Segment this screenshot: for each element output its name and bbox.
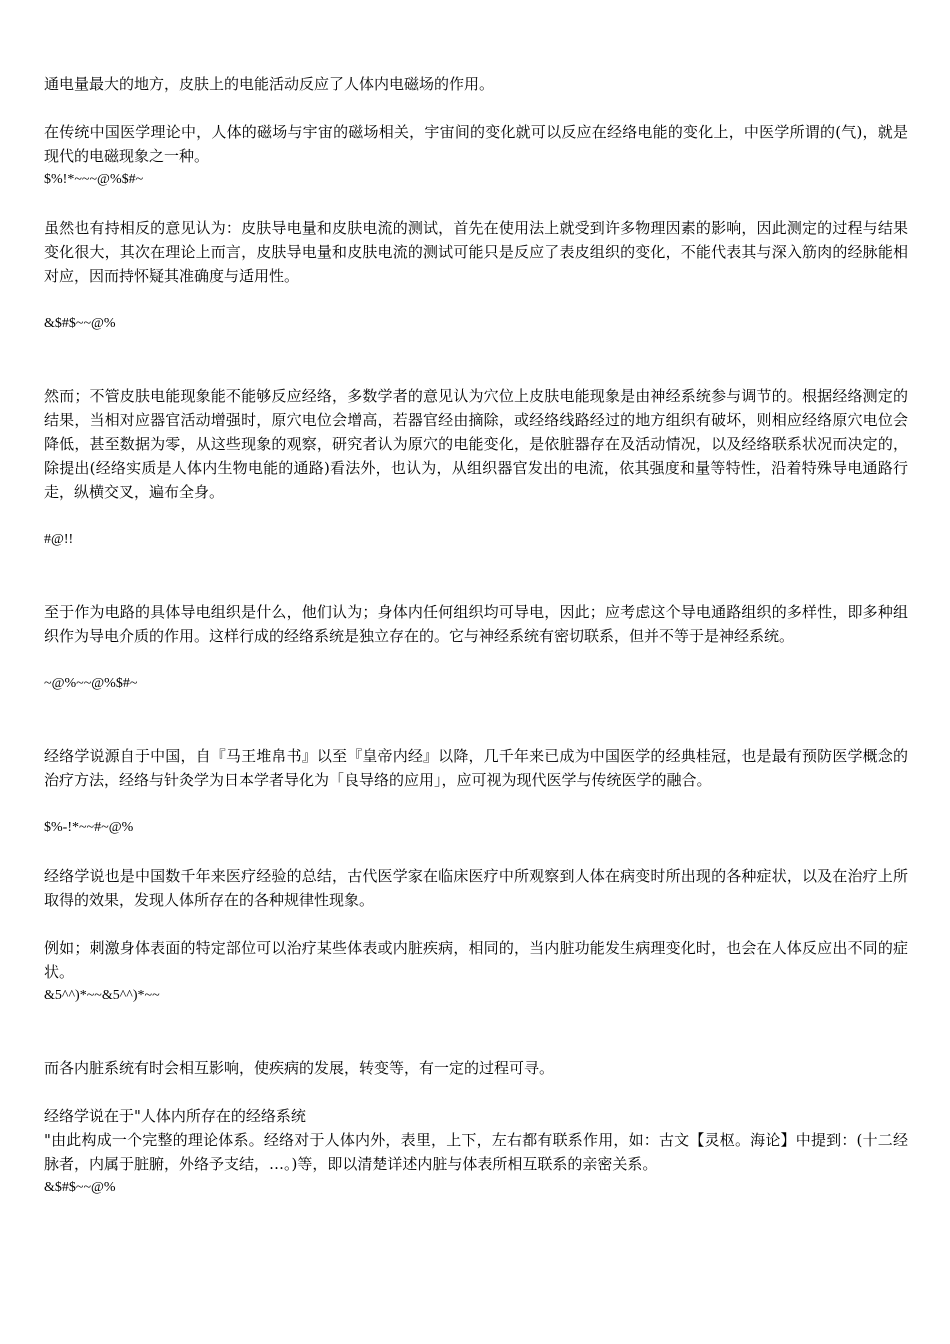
paragraph-conductive-tissue: 至于作为电路的具体导电组织是什么，他们认为；身体内任何组织均可导电，因此；应考虑这个导电通路组织的多样性，即多种组织作为导电介质的作用。这样行成的经络系统是独立存在的。它与神经系统有密切联系，但并不等于是神经系统。 bbox=[44, 603, 908, 645]
symbol-marker: $%!*~~~@%$#~ bbox=[44, 172, 144, 187]
spacer bbox=[44, 648, 908, 672]
symbol-marker: $%-!*~~#~@% bbox=[44, 820, 134, 835]
paragraph-opposing-view: 虽然也有持相反的意见认为：皮肤导电量和皮肤电流的测试，首先在使用法上就受到许多物理因素的影响，因此测定的过程与结果变化很大，其次在理论上而言，皮肤导电量和皮肤电流的测试可能只是反应了表皮组织的变化，不能代表其与深入筋肉的经脉能相对应，因而持怀疑其准确度与适用性。 bbox=[44, 219, 908, 285]
symbol-marker: #@!! bbox=[44, 532, 74, 547]
paragraph-meridian-system: "由此构成一个完整的理论体系。经络对于人体内外，表里，上下，左右都有联系作用，如：古文【灵枢。海论】中提到：(十二经脉者，内属于脏腑，外络予支结，…。)等，即以清楚详述内脏与体表所相互联系的亲密关系。 bbox=[44, 1131, 908, 1173]
symbol-marker: &$#$~~@% bbox=[44, 1180, 116, 1195]
symbol-marker: ~@%~~@%$#~ bbox=[44, 676, 138, 691]
paragraph-nervous-system: 然而；不管皮肤电能现象能不能够反应经络，多数学者的意见认为穴位上皮肤电能现象是由神经系统参与调节的。根据经络测定的结果，当相对应器官活动增强时，原穴电位会增高，若器官经由摘除，或经络线路经过的地方组织有破坏，则相应经络原穴电位会降低，甚至数据为零，从这些现象的观察，研究者认为原穴的电能变化，是依脏器存在及活动情况，以及经络联系状况而决定的，除提出(经络实质是人体内生物电能的通路)看法外，也认为，从组织器官发出的电流，依其强度和量等特性，沿着特殊导电通路行走，纵横交叉，遍布全身。 bbox=[44, 387, 908, 501]
spacer bbox=[44, 696, 908, 744]
spacer bbox=[44, 288, 908, 312]
symbol-marker: &5^^)*~~&5^^)*~~ bbox=[44, 988, 160, 1003]
spacer bbox=[44, 552, 908, 600]
spacer bbox=[44, 1008, 908, 1056]
paragraph-medical-experience: 经络学说也是中国数千年来医疗经验的总结，古代医学家在临床医疗中所观察到人体在病变时所出现的各种症状，以及在治疗上所取得的效果，发现人体所存在的各种规律性现象。 bbox=[44, 867, 908, 909]
spacer bbox=[44, 192, 908, 216]
symbol-marker: &$#$~~@% bbox=[44, 316, 116, 331]
spacer bbox=[44, 96, 908, 120]
paragraph-meridian-origin: 经络学说源自于中国，自『马王堆帛书』以至『皇帝内经』以降，几千年来已成为中国医学的经典桂冠，也是最有预防医学概念的治疗方法，经络与针灸学为日本学者导化为「良导络的应用」，应可视为现代医学与传统医学的融合。 bbox=[44, 747, 908, 789]
spacer bbox=[44, 840, 908, 864]
document-page bbox=[44, 72, 908, 1200]
spacer bbox=[44, 912, 908, 936]
paragraph-meridian-system-title: 经络学说在于"人体内所存在的经络系统 bbox=[44, 1107, 306, 1125]
paragraph-example: 例如；刺激身体表面的特定部位可以治疗某些体表或内脏疾病，相同的，当内脏功能发生病理变化时，也会在人体反应出不同的症状。 bbox=[44, 939, 908, 981]
paragraph-electric-field: 通电量最大的地方，皮肤上的电能活动反应了人体内电磁场的作用。 bbox=[44, 75, 495, 93]
spacer bbox=[44, 792, 908, 816]
paragraph-organ-interaction: 而各内脏系统有时会相互影响，使疾病的发展，转变等，有一定的过程可寻。 bbox=[44, 1059, 555, 1077]
paragraph-magnetic-field: 在传统中国医学理论中，人体的磁场与宇宙的磁场相关，宇宙间的变化就可以反应在经络电能的变化上，中医学所谓的(气)，就是现代的电磁现象之一种。 bbox=[44, 123, 908, 165]
spacer bbox=[44, 336, 908, 384]
spacer bbox=[44, 504, 908, 528]
spacer bbox=[44, 1080, 908, 1104]
